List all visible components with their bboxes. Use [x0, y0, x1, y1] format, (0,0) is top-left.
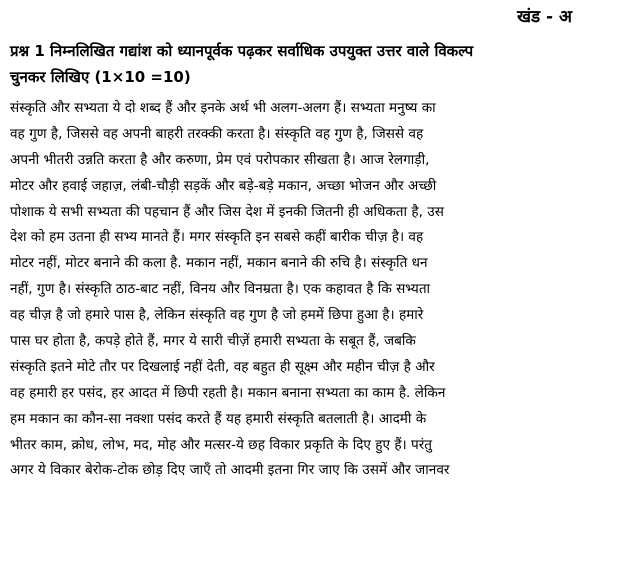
passage-line: संस्कृति और सभ्यता ये दो शब्द हैं और इनके अर्थ भी अलग-अलग हैं। सभ्यता मनुष्य का [10, 100, 436, 116]
passage-line: वह हमारी हर पसंद, हर आदत में छिपी रहती है। मकान बनाना सभ्यता का काम है. लेकिन [10, 384, 446, 401]
question-line: चुनकर लिखिए (1×10 =10) [10, 68, 191, 86]
passage-line: पास घर होता है, कपड़े होते हैं, मगर ये सारी चीज़ें हमारी सभ्यता के सबूत हैं, जबकि [10, 333, 416, 350]
section-heading: खंड - अ [517, 7, 572, 27]
passage-line: भीतर काम, क्रोध, लोभ, मद, मोह और मत्सर-ये छह विकार प्रकृति के दिए हुए हैं। परंतु [10, 436, 433, 453]
passage-line: अपनी भीतरी उन्नति करता है और करुणा, प्रेम एवं परोपकार सीखता है। आज रेलगाड़ी, [10, 151, 430, 168]
passage-line: मोटर नहीं, मोटर बनाने की कला है. मकान नहीं, मकान बनाने की रुचि है। संस्कृति धन [10, 255, 428, 272]
question-prompt [10, 38, 622, 90]
passage-line: वह चीज़ है जो हमारे पास है, लेकिन संस्कृति वह गुण है जो हममें छिपा हुआ है। हमारे [10, 307, 424, 324]
question-line: प्रश्न 1 निम्नलिखित गद्यांश को ध्यानपूर्वक पढ़कर सर्वाधिक उपयुक्त उत्तर वाले विकल्प [10, 42, 474, 60]
passage-line: संस्कृति इतने मोटे तौर पर दिखलाई नहीं देती, वह बहुत ही सूक्ष्म और महीन चीज़ है और [10, 358, 435, 375]
passage-line: वह गुण है, जिससे वह अपनी बाहरी तरक्की करता है। संस्कृति वह गुण है, जिससे वह [10, 125, 424, 142]
passage-text [10, 96, 628, 484]
passage-line: मोटर और हवाई जहाज़, लंबी-चौड़ी सड़कें और बड़े-बड़े मकान, अच्छा भोजन और अच्छी [10, 177, 437, 194]
passage-line: पोशाक ये सभी सभ्यता की पहचान हैं और जिस देश में इनकी जितनी ही अधिकता है, उस [10, 203, 444, 220]
passage-line: नहीं, गुण है। संस्कृति ठाठ-बाट नहीं, विनय और विनम्रता है। एक कहावत है कि सभ्यता [10, 281, 431, 298]
passage-line: अगर ये विकार बेरोक-टोक छोड़ दिए जाएँ तो आदमी इतना गिर जाए कि उसमें और जानवर [10, 462, 450, 479]
passage-line: देश को हम उतना ही सभ्य मानते हैं। मगर संस्कृति इन सबसे कहीं बारीक चीज़ है। वह [10, 229, 424, 246]
passage-line: हम मकान का कौन-सा नक्शा पसंद करते हैं यह हमारी संस्कृति बतलाती है। आदमी के [10, 410, 427, 427]
